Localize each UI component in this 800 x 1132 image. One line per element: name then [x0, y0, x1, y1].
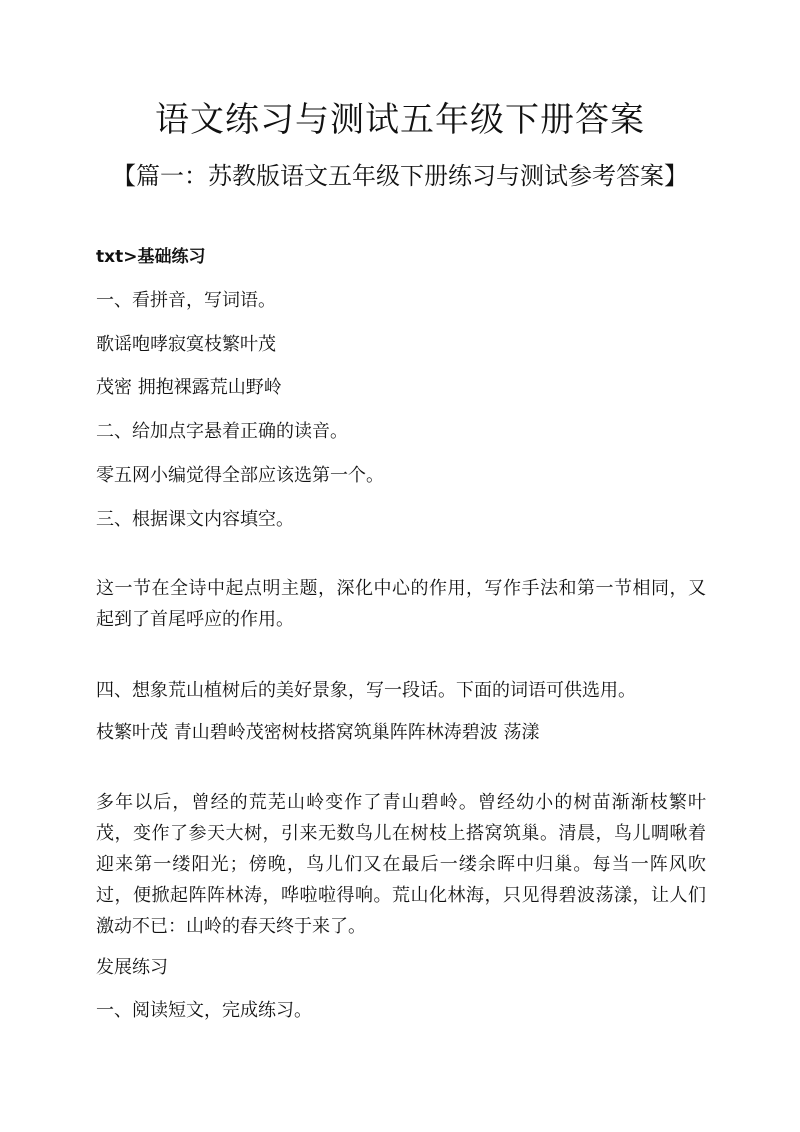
question-4-word-list: 枝繁叶茂 青山碧岭茂密树枝搭窝筑巢阵阵林涛碧波 荡漾: [96, 722, 540, 743]
document-title: 语文练习与测试五年级下册答案: [155, 100, 645, 140]
question-2: 二、给加点字悬着正确的读音。: [96, 421, 348, 442]
question-1: 一、看拼音，写词语。: [96, 290, 276, 311]
question-4: 四、想象荒山植树后的美好景象，写一段话。下面的词语可供选用。: [96, 680, 636, 701]
document-subtitle: 【篇一：苏教版语文五年级下册练习与测试参考答案】: [112, 162, 688, 190]
answer-1a: 歌谣咆哮寂寞枝繁叶茂: [96, 334, 276, 355]
answer-2: 零五网小编觉得全部应该选第一个。: [96, 465, 384, 486]
question-3: 三、根据课文内容填空。: [96, 509, 294, 530]
answer-1b: 茂密 拥抱裸露荒山野岭: [96, 377, 282, 398]
section-heading-basic: txt>基础练习: [96, 247, 206, 267]
section-heading-develop: 发展练习: [96, 957, 168, 978]
develop-question-1: 一、阅读短文，完成练习。: [96, 1000, 312, 1021]
answer-3-paragraph: 这一节在全诗中起点明主题，深化中心的作用，写作手法和第一节相同，又起到了首尾呼应的作用。: [96, 578, 706, 630]
answer-4-paragraph: 多年以后，曾经的荒芜山岭变作了青山碧岭。曾经幼小的树苗渐渐枝繁叶茂，变作了参天大树，引来无数鸟儿在树枝上搭窝筑巢。清晨，鸟儿啁啾着迎来第一缕阳光；傍晚，鸟儿们又在最后一缕余晖中归巢。每当一阵风吹过，便掀起阵阵林涛，哗啦啦得响。荒山化林海，只见得碧波荡漾，让人们激动不已：山岭的春天终于来了。: [96, 792, 706, 937]
